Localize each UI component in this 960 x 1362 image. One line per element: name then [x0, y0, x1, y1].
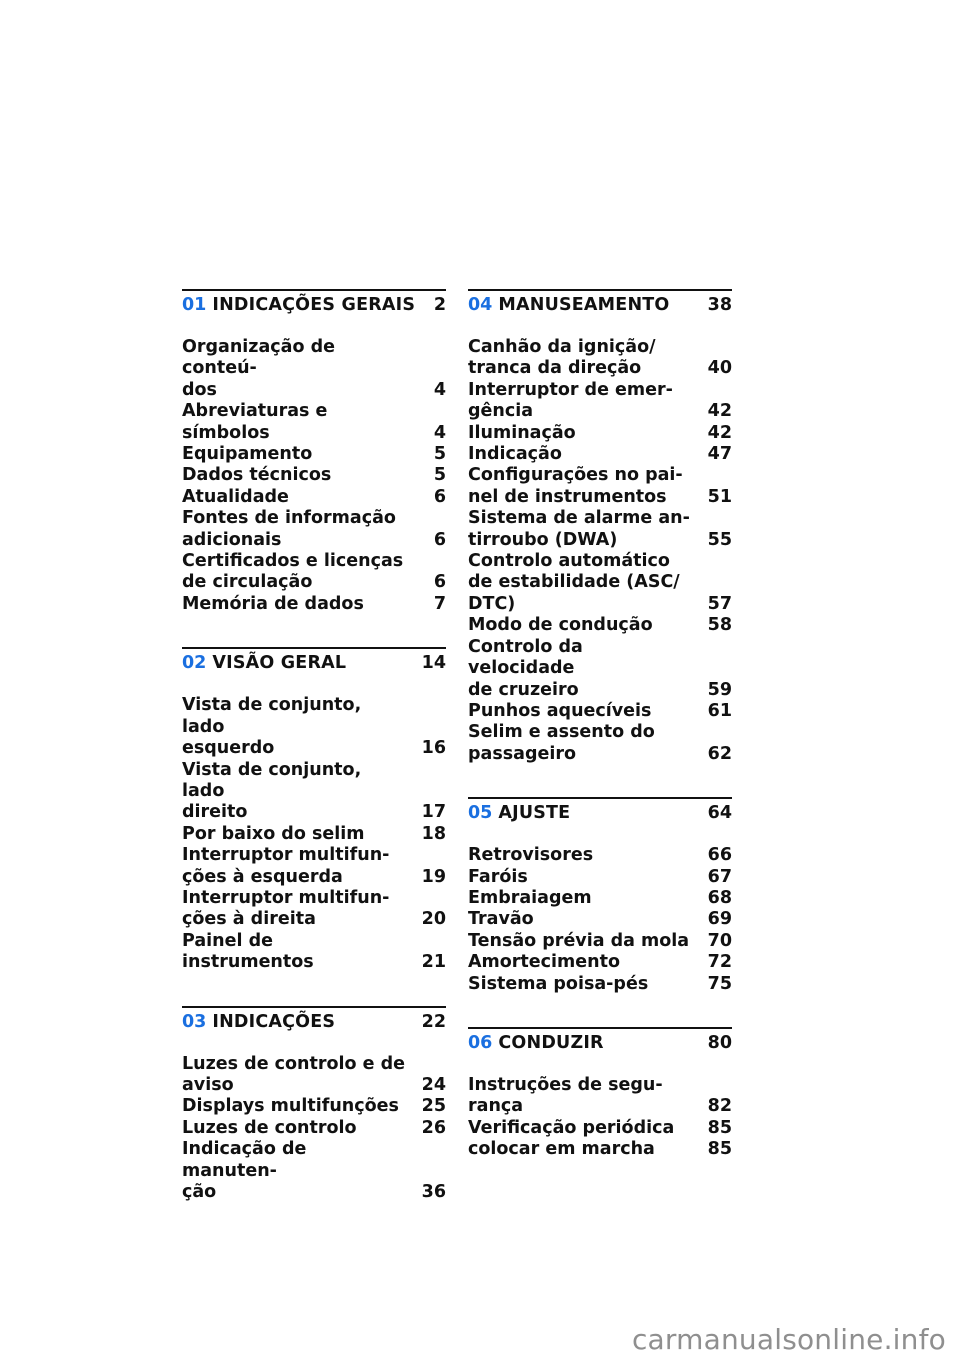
entry-page: 6	[433, 529, 446, 550]
toc-entry[interactable]	[182, 508, 446, 551]
entry-title: Vista de conjunto, lado esquerdo	[182, 695, 362, 759]
section-heading[interactable]	[182, 1006, 446, 1046]
toc-entry[interactable]	[182, 401, 446, 444]
entry-page: 47	[707, 444, 732, 465]
entry-title: Dados técnicos	[182, 465, 332, 486]
section-number: 04	[468, 295, 493, 315]
entry-page: 42	[707, 401, 732, 422]
toc-section-03	[182, 1006, 446, 1204]
entry-title: Controlo automático de estabilidade (ASC/ DTC)	[468, 551, 680, 614]
entry-title: Modo de condução	[468, 615, 653, 636]
section-heading[interactable]	[468, 1027, 732, 1067]
entry-title: Configurações no pai- nel de instrumentos	[468, 465, 683, 507]
toc-entry[interactable]	[182, 1096, 446, 1117]
toc-entry[interactable]	[468, 551, 732, 615]
entry-title: colocar em marcha	[468, 1139, 655, 1160]
entry-title: Sistema de alarme an- tirroubo (DWA)	[468, 508, 690, 550]
toc-entry[interactable]	[468, 615, 732, 636]
toc-entry[interactable]	[468, 888, 732, 909]
entry-title: Luzes de controlo	[182, 1117, 357, 1138]
section-heading[interactable]	[468, 289, 732, 329]
section-number: 06	[468, 1032, 493, 1053]
entry-page: 5	[433, 465, 446, 486]
entry-title: Interruptor multifun- ções à direita	[182, 887, 390, 930]
toc-entries	[182, 1054, 446, 1204]
entry-page: 16	[421, 738, 446, 759]
entry-title: Atualidade	[182, 486, 289, 507]
entry-title: Indicação	[468, 444, 562, 465]
entry-title: Faróis	[468, 866, 528, 887]
entry-page: 85	[707, 1117, 732, 1138]
toc-section-06	[468, 1027, 732, 1161]
entry-title: Certificados e licenças de circulação	[182, 551, 404, 593]
toc-entry[interactable]	[468, 845, 732, 866]
section-heading[interactable]	[182, 289, 446, 329]
toc-entry[interactable]	[182, 1139, 446, 1203]
entry-page: 57	[707, 593, 732, 614]
entry-page: 5	[433, 444, 446, 465]
section-number: 03	[182, 1011, 207, 1032]
entry-page: 70	[707, 930, 732, 951]
section-page-number: 2	[433, 295, 446, 315]
entry-page: 18	[421, 823, 446, 844]
entry-title: Interruptor multifun- ções à esquerda	[182, 845, 390, 887]
entry-page: 69	[707, 909, 732, 930]
toc-entry[interactable]	[182, 551, 446, 594]
entry-page: 75	[707, 973, 732, 994]
toc-entry[interactable]	[468, 722, 732, 765]
entry-page: 25	[421, 1096, 446, 1117]
toc-entry[interactable]	[468, 1118, 732, 1139]
entry-title: Verificação periódica	[468, 1117, 675, 1138]
toc-entry[interactable]	[468, 423, 732, 444]
entry-page: 24	[421, 1074, 446, 1095]
section-title: MANUSEAMENTO	[498, 295, 670, 315]
entry-title: Luzes de controlo e de aviso	[182, 1053, 406, 1095]
entry-title: Equipamento	[182, 444, 313, 465]
toc-entry[interactable]	[182, 931, 446, 974]
section-title: INDICAÇÕES GERAIS	[212, 295, 416, 315]
entry-page: 21	[421, 952, 446, 973]
toc-entry[interactable]	[182, 487, 446, 508]
entry-title: Iluminação	[468, 422, 576, 443]
entry-page: 4	[433, 379, 446, 400]
section-title: INDICAÇÕES	[212, 1011, 336, 1032]
toc-entries	[182, 337, 446, 615]
entry-title: Displays multifunções	[182, 1096, 399, 1117]
section-number: 02	[182, 653, 207, 674]
entry-title: Sistema poisa-pés	[468, 973, 649, 994]
entry-page: 26	[421, 1117, 446, 1138]
entry-title: Fontes de informação adicionais	[182, 508, 396, 550]
toc-section-01	[182, 289, 446, 615]
toc-entry[interactable]	[182, 760, 446, 824]
toc-entry[interactable]	[468, 952, 732, 973]
toc-entry[interactable]	[182, 824, 446, 845]
entry-page: 55	[707, 529, 732, 550]
section-page-number: 64	[707, 803, 732, 824]
entry-page: 85	[707, 1139, 732, 1160]
toc-entry[interactable]	[468, 974, 732, 995]
toc-column-right	[468, 289, 732, 1193]
entry-page: 42	[707, 422, 732, 443]
entry-page: 6	[433, 572, 446, 593]
entry-page: 36	[421, 1182, 446, 1202]
entry-page: 6	[433, 486, 446, 507]
toc-entry[interactable]	[468, 1075, 732, 1118]
section-page-number: 14	[421, 653, 446, 674]
entry-page: 68	[707, 887, 732, 908]
entry-page: 17	[421, 802, 446, 823]
section-page-number: 22	[421, 1011, 446, 1032]
section-title: CONDUZIR	[498, 1032, 604, 1053]
entry-page: 7	[433, 593, 446, 614]
entry-title: Embraiagem	[468, 887, 592, 908]
toc-entry[interactable]	[468, 637, 732, 701]
toc-entry[interactable]	[468, 701, 732, 722]
entry-title: Instruções de segu- rança	[468, 1074, 663, 1117]
toc-entry[interactable]	[468, 444, 732, 465]
entry-title: Abreviaturas e símbolos	[182, 401, 328, 443]
toc-entry[interactable]	[468, 380, 732, 423]
toc-entry[interactable]	[182, 1054, 446, 1097]
entry-title: Memória de dados	[182, 593, 364, 614]
entry-title: Canhão da ignição/ tranca da direção	[468, 337, 656, 379]
toc-entries	[468, 337, 732, 765]
section-title: AJUSTE	[498, 803, 571, 824]
section-heading[interactable]	[468, 797, 732, 837]
toc-entry[interactable]	[468, 909, 732, 930]
entry-title: Tensão prévia da mola	[468, 930, 690, 951]
toc-entry[interactable]	[182, 888, 446, 931]
entry-title: Punhos aquecíveis	[468, 700, 652, 721]
entry-title: Organização de conteú- dos	[182, 337, 335, 400]
entry-title: Painel de instrumentos	[182, 930, 314, 973]
toc-entry[interactable]	[468, 465, 732, 508]
toc-entries	[468, 845, 732, 995]
entry-page: 62	[707, 743, 732, 764]
entry-title: Interruptor de emer- gência	[468, 379, 673, 422]
entry-title: Vista de conjunto, lado direito	[182, 759, 362, 823]
toc-entry[interactable]	[182, 465, 446, 486]
watermark-text: carmanualsonline.info	[631, 1323, 946, 1356]
toc-entries	[468, 1075, 732, 1161]
section-number: 01	[182, 295, 207, 315]
toc-entry[interactable]	[468, 931, 732, 952]
toc-section-04	[468, 289, 732, 765]
toc-entry[interactable]	[182, 444, 446, 465]
entry-page: 82	[707, 1096, 732, 1117]
toc-entry[interactable]	[468, 867, 732, 888]
entry-page: 20	[421, 909, 446, 930]
section-page-number: 38	[707, 295, 732, 315]
section-number: 05	[468, 803, 493, 824]
entry-title: Selim e assento do passageiro	[468, 722, 655, 764]
entry-title: Amortecimento	[468, 952, 620, 973]
toc-column-left	[182, 289, 446, 1235]
section-title: VISÃO GERAL	[212, 653, 347, 674]
entry-page: 61	[707, 700, 732, 721]
entry-page: 51	[707, 486, 732, 507]
toc-entry[interactable]	[182, 594, 446, 615]
section-page-number: 80	[707, 1032, 732, 1053]
entry-page: 58	[707, 615, 732, 636]
entry-page: 59	[707, 679, 732, 700]
toc-entry[interactable]	[468, 1139, 732, 1160]
entry-title: Retrovisores	[468, 845, 594, 866]
entry-page: 4	[433, 422, 446, 443]
toc-entry[interactable]	[468, 337, 732, 380]
entry-page: 66	[707, 845, 732, 866]
toc-entry[interactable]	[182, 845, 446, 888]
toc-entry[interactable]	[182, 337, 446, 401]
entry-title: Indicação de manuten- ção	[182, 1139, 307, 1202]
entry-page: 19	[421, 866, 446, 887]
section-heading[interactable]	[182, 647, 446, 687]
entry-title: Travão	[468, 909, 534, 930]
entry-page: 72	[707, 952, 732, 973]
entry-page: 67	[707, 866, 732, 887]
toc-entry[interactable]	[468, 508, 732, 551]
toc-entry[interactable]	[182, 695, 446, 759]
entry-title: Controlo da velocidade de cruzeiro	[468, 636, 583, 700]
entry-page: 40	[707, 358, 732, 379]
entry-title: Por baixo do selim	[182, 823, 365, 844]
toc-entry[interactable]	[182, 1118, 446, 1139]
toc-entries	[182, 695, 446, 973]
toc-section-02	[182, 647, 446, 973]
toc-section-05	[468, 797, 732, 995]
